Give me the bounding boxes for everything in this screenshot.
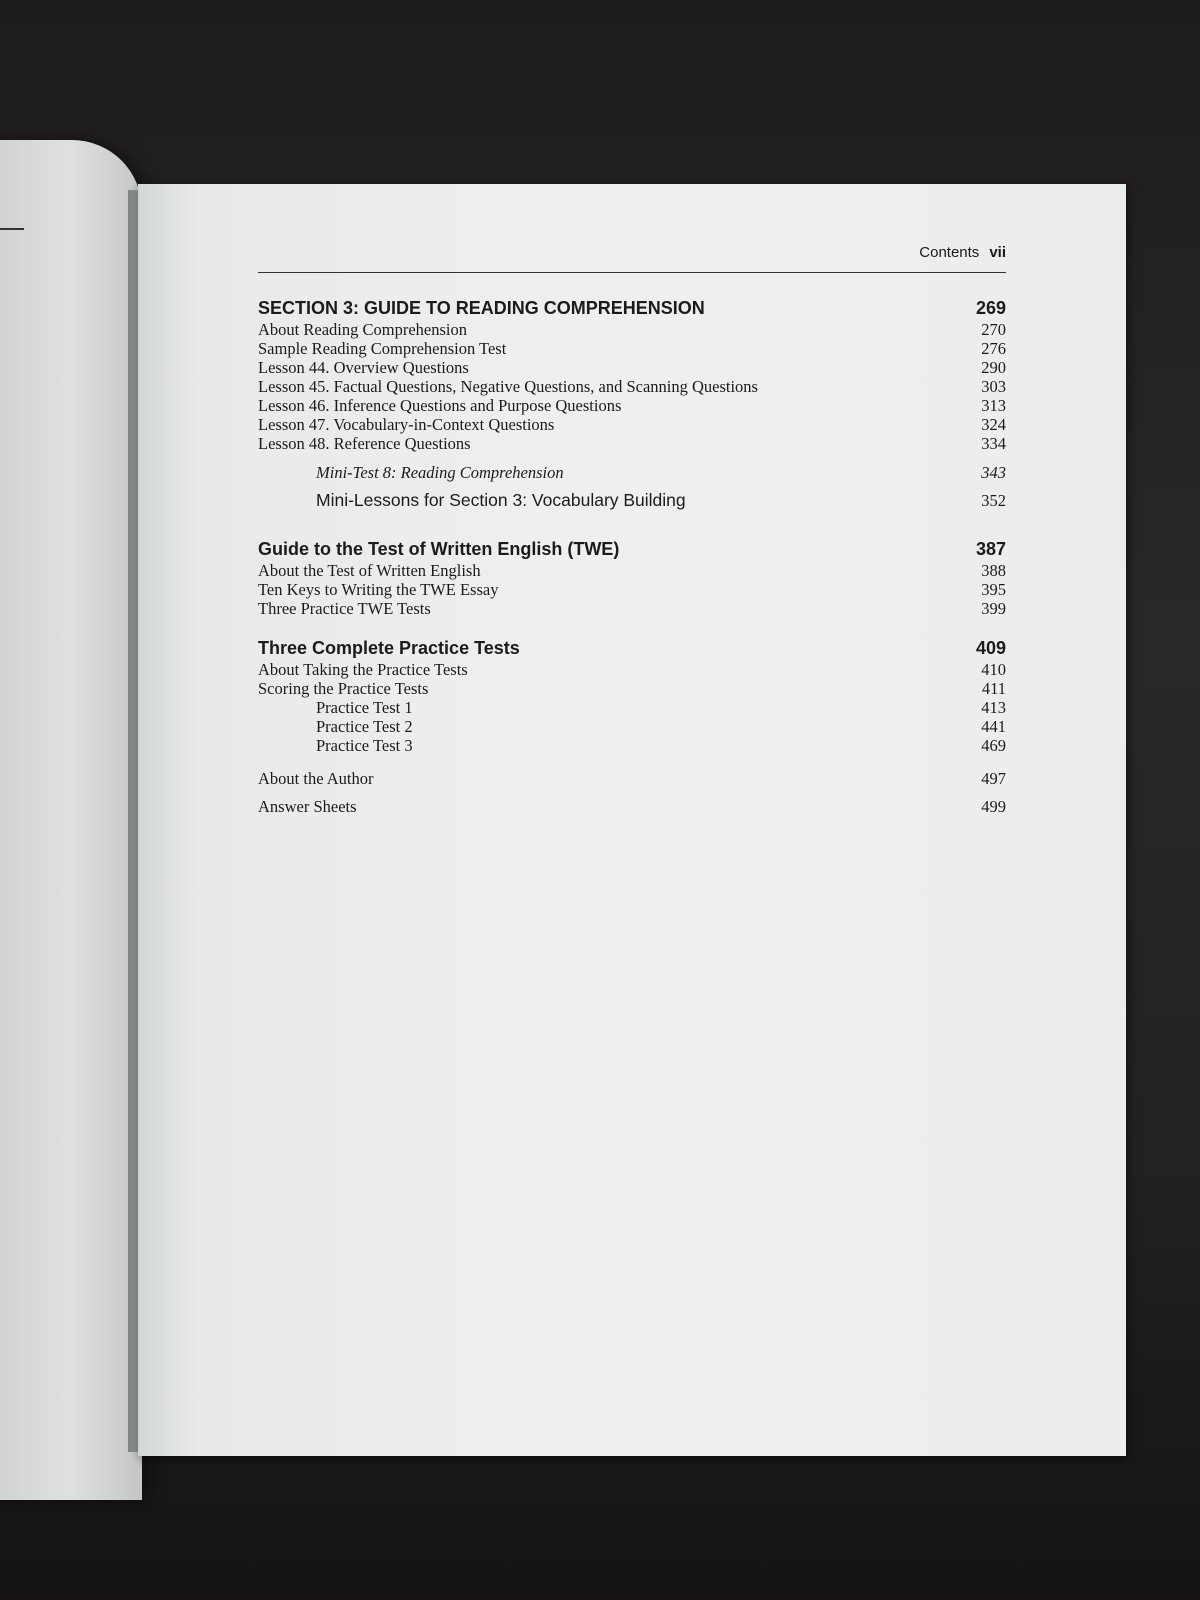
- toc-entry-page: 313: [981, 396, 1006, 415]
- toc-entry[interactable]: [258, 396, 1006, 415]
- toc-entry[interactable]: [258, 320, 1006, 339]
- toc-entry-label: About Taking the Practice Tests: [258, 660, 468, 679]
- toc-entry-page: 388: [981, 561, 1006, 580]
- toc-entry[interactable]: [258, 580, 1006, 599]
- toc-entry-label: Scoring the Practice Tests: [258, 679, 429, 698]
- toc-entry-label: Mini-Test 8: Reading Comprehension: [316, 463, 564, 482]
- toc-about-author[interactable]: [258, 769, 1006, 797]
- toc-entry[interactable]: [258, 717, 1006, 736]
- toc-heading-page: 269: [975, 298, 1006, 318]
- toc-entry-label: Practice Test 1: [316, 698, 413, 717]
- toc-entry-label: Practice Test 3: [316, 736, 413, 755]
- toc-entry-label: Lesson 45. Factual Questions, Negative Questions, and Scanning Questions: [258, 377, 758, 396]
- toc-entry-label: Sample Reading Comprehension Test: [258, 339, 507, 358]
- toc-section-3[interactable]: [258, 296, 1006, 320]
- toc-entry-label: Three Practice TWE Tests: [258, 599, 431, 618]
- toc-mini-test[interactable]: [258, 463, 1006, 491]
- toc-heading-page: 387: [975, 539, 1006, 559]
- running-head: [258, 244, 1006, 273]
- toc-entry-page: 413: [981, 698, 1006, 717]
- toc-entry-page: 411: [981, 679, 1006, 698]
- toc-entry-page: 303: [981, 377, 1006, 396]
- toc-entry[interactable]: [258, 561, 1006, 580]
- toc-entry[interactable]: [258, 415, 1006, 434]
- toc-entry-label: Practice Test 2: [316, 717, 413, 736]
- running-head-title: Contents: [919, 244, 980, 261]
- toc-entry-page: 324: [981, 415, 1006, 434]
- toc-entry-label: Lesson 46. Inference Questions and Purpose Questions: [258, 396, 622, 415]
- toc-entry-page: 270: [981, 320, 1006, 339]
- contents-page: [138, 184, 1126, 1456]
- toc-entry[interactable]: [258, 698, 1006, 717]
- toc-entry-page: 343: [981, 463, 1006, 482]
- toc-heading-label: Three Complete Practice Tests: [258, 638, 520, 658]
- toc-entry-label: Ten Keys to Writing the TWE Essay: [258, 580, 499, 599]
- toc-entry-label: Lesson 48. Reference Questions: [258, 434, 471, 453]
- toc-entry[interactable]: [258, 358, 1006, 377]
- toc-entry-page: 352: [981, 491, 1006, 510]
- toc-entry-label: Lesson 44. Overview Questions: [258, 358, 469, 377]
- toc-entry-page: 499: [981, 797, 1006, 816]
- toc-heading-label: SECTION 3: GUIDE TO READING COMPREHENSION: [258, 298, 705, 318]
- toc-entry[interactable]: [258, 660, 1006, 679]
- toc-entry-page: 469: [981, 736, 1006, 755]
- toc-entry[interactable]: [258, 434, 1006, 453]
- section-3-items: [258, 320, 1006, 453]
- toc-entry[interactable]: [258, 339, 1006, 358]
- toc-entry-page: 276: [981, 339, 1006, 358]
- toc-entry-label: About Reading Comprehension: [258, 320, 467, 339]
- table-of-contents: [258, 296, 1006, 825]
- toc-heading-label: Guide to the Test of Written English (TWE): [258, 539, 620, 559]
- toc-practice-tests[interactable]: [258, 636, 1006, 660]
- toc-entry-page: 395: [981, 580, 1006, 599]
- toc-twe[interactable]: [258, 537, 1006, 561]
- toc-entry-label: Answer Sheets: [258, 797, 357, 816]
- toc-entry-label: About the Test of Written English: [258, 561, 481, 580]
- page-folio: vii: [989, 244, 1006, 261]
- toc-entry-page: 441: [981, 717, 1006, 736]
- toc-mini-lessons[interactable]: [258, 491, 1006, 519]
- toc-entry-page: 334: [981, 434, 1006, 453]
- toc-entry-page: 399: [981, 599, 1006, 618]
- toc-entry-label: About the Author: [258, 769, 374, 788]
- left-page-rule: [0, 228, 24, 230]
- toc-heading-page: 409: [975, 638, 1006, 658]
- left-page: [0, 140, 142, 1500]
- toc-entry[interactable]: [258, 599, 1006, 618]
- toc-entry-page: 290: [981, 358, 1006, 377]
- toc-entry-label: Mini-Lessons for Section 3: Vocabulary Building: [316, 490, 686, 510]
- toc-entry-label: Lesson 47. Vocabulary-in-Context Questions: [258, 415, 555, 434]
- toc-entry[interactable]: [258, 377, 1006, 396]
- toc-entry[interactable]: [258, 736, 1006, 755]
- toc-entry[interactable]: [258, 679, 1006, 698]
- toc-answer-sheets[interactable]: [258, 797, 1006, 825]
- toc-entry-page: 410: [981, 660, 1006, 679]
- toc-entry-page: 497: [981, 769, 1006, 788]
